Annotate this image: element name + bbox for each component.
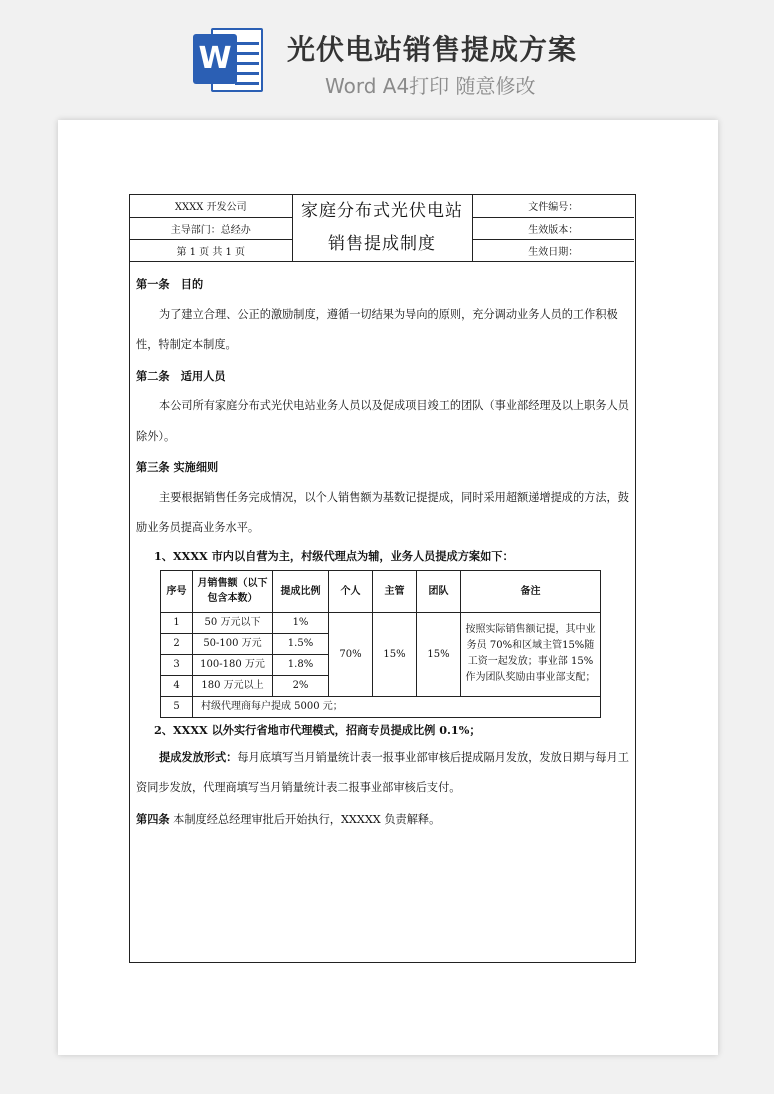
row-range: 100-180 万元 [193,654,273,675]
article-2-text: 本公司所有家庭分布式光伏电站业务人员以及促成项目竣工的团队（事业部经理及以上职务人员除外）。 [136,399,629,443]
title-line-2: 销售提成制度 [328,234,436,254]
article-4-heading: 第四条 [136,811,170,826]
company-cell: XXXX 开发公司 [130,195,292,217]
header-note: 备注 [461,570,601,612]
doc-number-cell: 文件编号： [472,195,634,217]
row-rate: 1% [273,612,329,633]
team-share: 15% [417,612,461,696]
document-frame [129,194,636,963]
article-3-text: 主要根据销售任务完成情况，以个人销售额为基数记提提成，同时采用超额递增提成的方法，鼓励业务员提高业务水平。 [136,490,629,534]
article-4-text: 本制度经总经理审批后开始执行，XXXXX 负责解释。 [173,812,441,826]
row-rate: 1.5% [273,633,329,654]
row-no: 3 [161,654,193,675]
effective-date-cell: 生效日期： [472,239,634,261]
article-2-heading: 第二条 适用人员 [136,368,226,383]
row-no: 2 [161,633,193,654]
article-3-item-1: 1、XXXX 市内以自营为主，村级代理点为辅，业务人员提成方案如下： [154,548,514,563]
header-sales: 月销售额（以下包含本数） [193,570,273,612]
row-no: 1 [161,612,193,633]
article-3-heading: 第三条 实施细则 [136,460,219,474]
supervisor-share: 15% [373,612,417,696]
article-1-heading: 第一条 目的 [136,277,204,291]
row-rate: 1.8% [273,654,329,675]
header-supervisor: 主管 [373,570,417,612]
header-team: 团队 [417,570,461,612]
village-agent-cell: 村级代理商每户提成 5000 元； [193,696,601,717]
table-row [161,612,601,633]
pages-cell: 第 1 页 共 1 页 [130,239,292,261]
header-personal: 个人 [329,570,373,612]
document-title [292,195,472,262]
word-letter: W [193,34,237,84]
dept-cell: 主导部门：总经办 [130,217,292,239]
payment-paragraph [136,742,630,804]
payment-label: 提成发放形式： [159,749,238,764]
row-range: 180 万元以上 [193,675,273,696]
payment-text: 每月底填写当月销量统计表一报事业部审核后提成隔月发放，发放日期与每月工资同步发放，代理商填写当月销量统计表二报事业部审核后支付。 [136,750,629,794]
word-icon [193,24,265,96]
banner-subtitle: Word A4打印 随意修改 [325,74,536,98]
commission-table [160,570,601,718]
row-range: 50 万元以下 [193,612,273,633]
note-cell: 按照实际销售额记提，其中业务员 70%和区域主管15%随工资一起发放；事业部 15%作为团队奖励由事业部支配； [461,612,601,696]
row-no: 4 [161,675,193,696]
row-range: 50-100 万元 [193,633,273,654]
article-3-item-2: 2、XXXX 以外实行省地市代理模式，招商专员提成比例 0.1%； [154,722,481,737]
header-no: 序号 [161,570,193,612]
document-banner [0,0,774,118]
document-header-table [130,195,634,262]
table-row [161,696,601,717]
row-no: 5 [161,696,193,717]
title-line-1: 家庭分布式光伏电站 [301,201,463,221]
document-page [58,120,718,1055]
article-1-text: 为了建立合理、公正的激励制度，遵循一切结果为导向的原则，充分调动业务人员的工作积极性，特制定本制度。 [136,307,618,351]
document-body [136,269,630,835]
row-rate: 2% [273,675,329,696]
version-cell: 生效版本： [472,217,634,239]
personal-share: 70% [329,612,373,696]
header-rate: 提成比例 [273,570,329,612]
banner-title: 光伏电站销售提成方案 [287,33,578,66]
article-4 [136,804,630,836]
table-header-row [161,570,601,612]
